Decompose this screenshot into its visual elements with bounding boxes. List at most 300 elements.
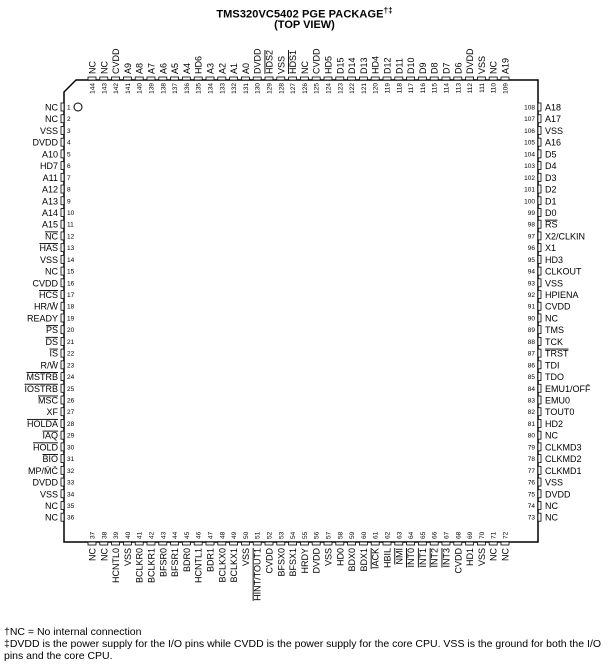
pin-label-2: NC [45, 114, 58, 125]
pin-number-122: 122 [349, 83, 357, 94]
pin-lead-115 [430, 77, 438, 80]
pin-number-109: 109 [502, 83, 510, 94]
pin-number-46: 46 [195, 531, 203, 539]
pin-label-72: NC [500, 548, 511, 561]
pin-lead-2 [61, 115, 64, 123]
pin1-marker [74, 103, 82, 111]
pin-number-17: 17 [67, 292, 75, 300]
pin-number-28: 28 [67, 420, 75, 428]
pin-label-128: VSS [276, 55, 287, 74]
pin-label-137: A5 [170, 62, 181, 74]
pin-number-125: 125 [313, 83, 321, 94]
pin-number-130: 130 [254, 83, 262, 94]
pin-number-144: 144 [89, 83, 97, 94]
pin-number-134: 134 [207, 83, 215, 94]
pin-label-85: TDO [545, 372, 564, 383]
pin-number-35: 35 [67, 502, 75, 510]
pin-label-133: A2 [217, 62, 228, 74]
pin-lead-54 [289, 542, 297, 545]
pin-number-87: 87 [527, 350, 535, 358]
pin-lead-50 [241, 542, 249, 545]
pin-label-139: A7 [146, 62, 157, 74]
pin-label-107: A17 [545, 114, 562, 125]
pin-lead-104 [538, 150, 541, 158]
pin-number-120: 120 [372, 83, 380, 94]
pin-label-135: HD6 [193, 55, 204, 74]
pin-label-69: HD1 [465, 548, 476, 567]
pin-lead-30 [61, 443, 64, 451]
pin-lead-97 [538, 232, 541, 240]
pin-number-39: 39 [113, 531, 121, 539]
pin-lead-17 [61, 291, 64, 299]
pin-label-46: HCNTL1 [193, 548, 204, 584]
pin-number-114: 114 [443, 83, 451, 94]
pin-label-55: HRDY [299, 548, 310, 574]
diagram-title: TMS320VC5402 PGE PACKAGE†‡ [216, 6, 393, 21]
pin-number-131: 131 [242, 83, 250, 94]
pin-label-22: IS [49, 348, 58, 359]
pin-number-27: 27 [67, 409, 75, 417]
pin-lead-4 [61, 138, 64, 146]
pin-number-118: 118 [396, 83, 404, 94]
pin-lead-70 [477, 542, 485, 545]
pin-number-112: 112 [467, 83, 475, 94]
pin-label-20: PS [45, 325, 58, 336]
pin-lead-134 [206, 77, 214, 80]
pin-label-123: D15 [335, 57, 346, 74]
pin-lead-93 [538, 279, 541, 287]
pin-label-26: MSC [38, 395, 58, 406]
pin-label-126: NC [299, 61, 310, 74]
pin-lead-53 [277, 542, 285, 545]
pin-label-39: HCNTL0 [111, 548, 122, 584]
pin-lead-71 [489, 542, 497, 545]
pin-number-105: 105 [524, 139, 535, 147]
pin-label-36: NC [45, 512, 58, 523]
pin-label-51: HINT/TOUT1 [252, 548, 263, 601]
pin-label-34: VSS [39, 489, 58, 500]
pin-label-11: A15 [41, 219, 58, 230]
pin-lead-37 [88, 542, 96, 545]
pin-lead-7 [61, 173, 64, 181]
pin-label-14: VSS [39, 254, 58, 265]
pin-number-106: 106 [524, 127, 535, 135]
pin-number-111: 111 [478, 83, 486, 93]
pin-label-16: CVDD [32, 278, 58, 289]
pin-lead-110 [489, 77, 497, 80]
pin-lead-62 [383, 542, 391, 545]
pin-number-76: 76 [527, 479, 535, 487]
pin-lead-101 [538, 185, 541, 193]
pin-lead-87 [538, 349, 541, 357]
pin-lead-123 [336, 77, 344, 80]
pin-number-127: 127 [290, 83, 298, 94]
pin-number-103: 103 [524, 163, 535, 171]
pin-lead-18 [61, 302, 64, 310]
pin-lead-116 [418, 77, 426, 80]
pin-number-100: 100 [524, 198, 535, 206]
pin-label-25: IOSTRB [24, 383, 58, 394]
pin-number-63: 63 [396, 531, 404, 539]
pin-number-45: 45 [183, 531, 191, 539]
pin-number-15: 15 [67, 268, 75, 276]
pin-lead-23 [61, 361, 64, 369]
pin-lead-21 [61, 337, 64, 345]
pin-number-135: 135 [195, 83, 203, 94]
diagram-subtitle: (TOP VIEW) [274, 19, 335, 31]
pin-lead-79 [538, 443, 541, 451]
pin-lead-52 [265, 542, 273, 545]
pin-number-3: 3 [67, 127, 71, 135]
pin-number-16: 16 [67, 280, 75, 288]
pin-label-109: A19 [500, 57, 511, 74]
footnote-power: ‡DVDD is the power supply for the I/O pins while CVDD is the power supply for the core CPU. VSS is the ground for both the I/O pins and the core CPU. [4, 638, 602, 662]
pin-lead-102 [538, 173, 541, 181]
pin-lead-140 [135, 77, 143, 80]
pin-label-29: IAQ [42, 430, 58, 441]
pin-lead-32 [61, 466, 64, 474]
pin-lead-141 [123, 77, 131, 80]
pin-number-96: 96 [527, 245, 535, 253]
pin-lead-36 [61, 513, 64, 521]
pin-number-124: 124 [325, 83, 333, 94]
pin-lead-89 [538, 326, 541, 334]
pin-lead-12 [61, 232, 64, 240]
pin-lead-59 [348, 542, 356, 545]
pin-label-110: NC [488, 61, 499, 74]
pin-number-32: 32 [67, 467, 75, 475]
pin-number-52: 52 [266, 531, 274, 539]
pin-number-5: 5 [67, 151, 71, 159]
pin-lead-129 [265, 77, 273, 80]
pin-lead-39 [112, 542, 120, 545]
pin-number-104: 104 [524, 151, 535, 159]
pin-lead-136 [182, 77, 190, 80]
pin-lead-57 [324, 542, 332, 545]
pin-lead-132 [230, 77, 238, 80]
pin-lead-124 [324, 77, 332, 80]
pin-label-141: A9 [122, 62, 133, 74]
pin-label-78: CLKMD2 [545, 454, 582, 465]
pin-number-67: 67 [443, 531, 451, 539]
pin-number-97: 97 [527, 233, 535, 241]
pin-lead-107 [538, 115, 541, 123]
pin-label-103: D4 [545, 161, 557, 172]
pin-lead-133 [218, 77, 226, 80]
pin-label-131: A0 [240, 62, 251, 74]
pin-lead-130 [253, 77, 261, 80]
pin-label-88: TCK [545, 336, 563, 347]
pin-label-68: CVDD [453, 548, 464, 574]
pin-label-115: D8 [429, 62, 440, 74]
pin-lead-99 [538, 208, 541, 216]
pin-lead-68 [454, 542, 462, 545]
pin-lead-51 [253, 542, 261, 545]
pin-label-104: D5 [545, 149, 557, 160]
pin-lead-100 [538, 197, 541, 205]
pin-number-58: 58 [337, 531, 345, 539]
pin-label-95: HD3 [545, 254, 564, 265]
pin-lead-38 [100, 542, 108, 545]
pin-label-99: D0 [545, 207, 557, 218]
pin-number-71: 71 [490, 531, 498, 539]
pin-lead-15 [61, 267, 64, 275]
pin-number-91: 91 [527, 303, 535, 311]
pin-number-107: 107 [524, 116, 535, 124]
pin-number-126: 126 [301, 83, 309, 94]
pin-lead-114 [442, 77, 450, 80]
pin-label-23: R/W̄ [40, 360, 58, 371]
pin-lead-144 [88, 77, 96, 80]
pin-number-83: 83 [527, 397, 535, 405]
pin-label-61: IACK [370, 548, 381, 570]
pin-label-38: NC [99, 548, 110, 561]
pin-label-138: A6 [158, 62, 169, 74]
pin-lead-113 [454, 77, 462, 80]
pin-lead-142 [112, 77, 120, 80]
pin-lead-8 [61, 185, 64, 193]
pin-lead-112 [466, 77, 474, 80]
pin-label-59: BDX0 [347, 548, 358, 572]
pin-label-106: VSS [545, 125, 564, 136]
pin-number-23: 23 [67, 362, 75, 370]
pin-label-111: VSS [476, 55, 487, 74]
pin-lead-22 [61, 349, 64, 357]
pin-lead-19 [61, 314, 64, 322]
pin-label-28: HOLDA [26, 418, 58, 429]
pin-number-59: 59 [349, 531, 357, 539]
pin-lead-90 [538, 314, 541, 322]
pin-number-62: 62 [384, 531, 392, 539]
pin-label-121: D13 [358, 57, 369, 74]
pin-number-93: 93 [527, 280, 535, 288]
pin-label-136: A4 [181, 62, 192, 74]
pin-lead-138 [159, 77, 167, 80]
pin-lead-40 [123, 542, 131, 545]
pin-label-142: CVDD [111, 48, 122, 74]
pin-number-129: 129 [266, 83, 274, 94]
pin-label-76: VSS [545, 477, 564, 488]
pin-label-101: D2 [545, 184, 557, 195]
pin-label-124: HD5 [323, 55, 334, 74]
pin-label-79: CLKMD3 [545, 442, 582, 453]
pin-label-125: CVDD [311, 48, 322, 74]
pin-number-48: 48 [219, 531, 227, 539]
pin-lead-63 [395, 542, 403, 545]
pin-lead-82 [538, 408, 541, 416]
pin-number-60: 60 [360, 531, 368, 539]
pin-number-77: 77 [527, 467, 535, 475]
pin-lead-120 [371, 77, 379, 80]
pin-number-7: 7 [67, 174, 71, 182]
pin-number-119: 119 [384, 83, 392, 94]
pin-number-57: 57 [325, 531, 333, 539]
pin-lead-121 [359, 77, 367, 80]
pin-label-144: NC [87, 61, 98, 74]
pin-number-31: 31 [67, 456, 75, 464]
pin-label-15: NC [45, 266, 58, 277]
pin-label-4: DVDD [32, 137, 58, 148]
pin-label-5: A10 [41, 149, 58, 160]
pin-number-123: 123 [337, 83, 345, 94]
pin-lead-83 [538, 396, 541, 404]
pin-number-90: 90 [527, 315, 535, 323]
pin-label-67: INT3 [441, 548, 452, 568]
pin-label-42: BCLKR1 [146, 548, 157, 584]
pin-label-114: D7 [441, 62, 452, 74]
pin-label-48: BCLKX0 [217, 548, 228, 583]
pin-number-81: 81 [527, 420, 535, 428]
pin-lead-75 [538, 490, 541, 498]
pin-number-136: 136 [183, 83, 191, 94]
pin-number-142: 142 [113, 83, 121, 94]
pin-number-113: 113 [455, 83, 463, 94]
pin-number-89: 89 [527, 327, 535, 335]
pin-number-75: 75 [527, 491, 535, 499]
pin-lead-127 [289, 77, 297, 80]
pin-number-98: 98 [527, 221, 535, 229]
pin-label-94: CLKOUT [545, 266, 582, 277]
pin-label-81: HD2 [545, 418, 564, 429]
pin-label-120: HD4 [370, 55, 381, 74]
pin-label-43: BFSR0 [158, 548, 169, 578]
pin-label-102: D3 [545, 172, 557, 183]
pin-lead-13 [61, 244, 64, 252]
pin-number-9: 9 [67, 198, 71, 206]
pin-label-60: BDX1 [358, 548, 369, 572]
pin-lead-80 [538, 431, 541, 439]
pin-label-92: HPIENA [545, 290, 579, 301]
pin-lead-34 [61, 490, 64, 498]
pin-number-138: 138 [160, 83, 168, 94]
pin-label-84: EMU1/OFF̄ [545, 383, 591, 394]
pin-number-18: 18 [67, 303, 75, 311]
pin-label-97: X2/CLKIN [545, 231, 586, 242]
pin-label-17: HCS [38, 290, 58, 301]
pin-lead-58 [336, 542, 344, 545]
pin-lead-27 [61, 408, 64, 416]
pin-lead-78 [538, 455, 541, 463]
pin-number-1: 1 [67, 104, 71, 112]
pin-label-64: INT0 [406, 548, 417, 568]
pin-lead-103 [538, 162, 541, 170]
pin-label-3: VSS [39, 125, 58, 136]
pin-number-73: 73 [527, 514, 535, 522]
pin-number-70: 70 [478, 531, 486, 539]
pin-lead-1 [61, 103, 64, 111]
pin-label-70: VSS [476, 548, 487, 567]
pin-label-82: TOUT0 [545, 407, 575, 418]
footnote-nc: †NC = No internal connection [4, 626, 142, 638]
pin-lead-98 [538, 220, 541, 228]
pin-label-90: NC [545, 313, 558, 324]
pin-number-53: 53 [278, 531, 286, 539]
pin-lead-69 [466, 542, 474, 545]
pin-number-115: 115 [431, 83, 439, 94]
pin-number-24: 24 [67, 374, 75, 382]
pin-lead-25 [61, 384, 64, 392]
pin-lead-122 [348, 77, 356, 80]
title-footnote-marks: †‡ [383, 6, 393, 15]
pin-number-94: 94 [527, 268, 535, 276]
pin-label-96: X1 [545, 243, 557, 254]
pin-number-65: 65 [419, 531, 427, 539]
pin-label-50: VSS [240, 548, 251, 567]
pin-lead-117 [407, 77, 415, 80]
pin-label-75: DVDD [545, 489, 571, 500]
pin-label-93: VSS [545, 278, 564, 289]
pin-number-64: 64 [408, 531, 416, 539]
pin-number-40: 40 [124, 531, 132, 539]
pin-number-86: 86 [527, 362, 535, 370]
pin-lead-45 [182, 542, 190, 545]
pin-label-108: A18 [545, 102, 562, 113]
pin-label-33: DVDD [32, 477, 58, 488]
pin-number-14: 14 [67, 256, 75, 264]
pin-lead-42 [147, 542, 155, 545]
pin-label-118: D11 [394, 58, 405, 74]
pin-lead-96 [538, 244, 541, 252]
pin-number-95: 95 [527, 256, 535, 264]
pin-label-44: BFSR1 [170, 548, 181, 578]
pin-label-100: D1 [545, 196, 557, 207]
pin-label-37: NC [87, 548, 98, 561]
pin-lead-126 [300, 77, 308, 80]
pin-number-51: 51 [254, 531, 262, 539]
pin-number-66: 66 [431, 531, 439, 539]
pin-lead-61 [371, 542, 379, 545]
pin-number-38: 38 [101, 531, 109, 539]
pin-number-42: 42 [148, 531, 156, 539]
pin-number-72: 72 [502, 531, 510, 539]
pin-lead-16 [61, 279, 64, 287]
pin-lead-74 [538, 501, 541, 509]
pin-label-54: BFSX1 [288, 548, 299, 577]
pin-number-85: 85 [527, 374, 535, 382]
pin-number-88: 88 [527, 338, 535, 346]
pin-number-54: 54 [290, 531, 298, 539]
pin-label-91: CVDD [545, 301, 571, 312]
pin-lead-109 [501, 77, 509, 80]
pin-label-62: HBIL [382, 548, 393, 569]
pin-label-98: RS [545, 219, 558, 230]
pin-number-68: 68 [455, 531, 463, 539]
pin-number-44: 44 [172, 531, 180, 539]
pin-lead-77 [538, 466, 541, 474]
pin-lead-10 [61, 208, 64, 216]
pin-number-19: 19 [67, 315, 75, 323]
pin-label-87: TRST [545, 348, 569, 359]
pin-label-53: BFSX0 [276, 548, 287, 577]
pin-lead-56 [312, 542, 320, 545]
pin-label-1: NC [45, 102, 58, 113]
pin-lead-94 [538, 267, 541, 275]
pin-label-77: CLKMD1 [545, 465, 582, 476]
pin-label-7: A11 [42, 172, 58, 183]
pin-lead-88 [538, 337, 541, 345]
pin-label-86: TDI [545, 360, 560, 371]
pin-lead-26 [61, 396, 64, 404]
pin-number-56: 56 [313, 531, 321, 539]
pin-number-21: 21 [67, 338, 75, 346]
pin-number-61: 61 [372, 531, 380, 539]
pin-number-33: 33 [67, 479, 75, 487]
pin-label-80: NC [545, 430, 558, 441]
pin-lead-14 [61, 255, 64, 263]
pin-lead-137 [171, 77, 179, 80]
pin-label-134: A3 [205, 62, 216, 74]
pin-lead-76 [538, 478, 541, 486]
